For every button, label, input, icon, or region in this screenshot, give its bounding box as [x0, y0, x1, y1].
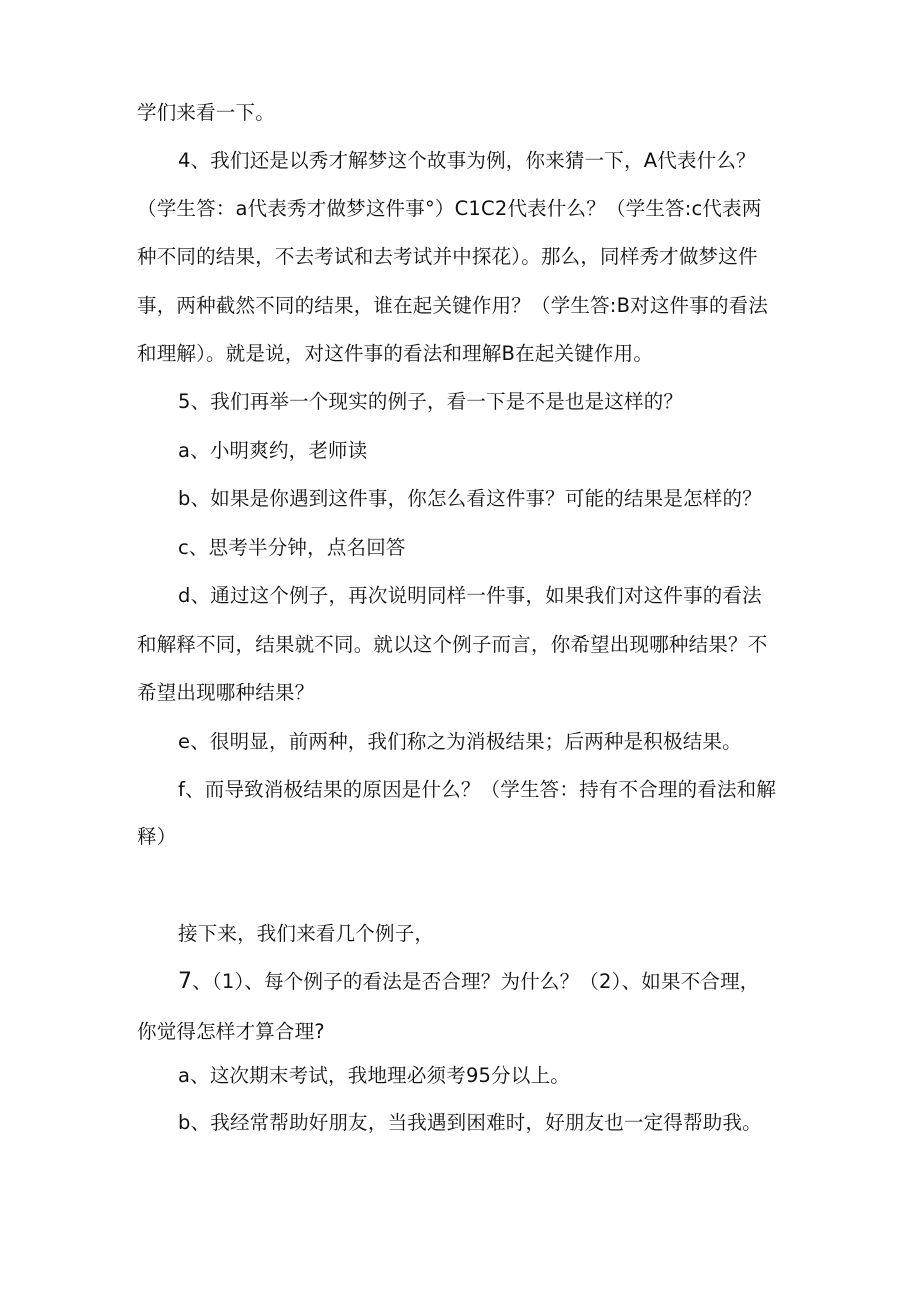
text-line: 释）	[137, 825, 177, 848]
text-line: d、通过这个例子，再次说明同样一件事，如果我们对这件事的看法	[178, 584, 762, 607]
text-line: 和解释不同，结果就不同。就以这个例子而言，你希望出现哪种结果？不	[137, 633, 768, 656]
text-line: 5、我们再举一个现实的例子，看一下是不是也是这样的？	[178, 390, 684, 413]
text-line: e、很明显，前两种，我们称之为消极结果；后两种是积极结果。	[178, 730, 742, 753]
text-line: 和理解）。就是说，对这件事的看法和理解B在起关键作用。	[137, 342, 654, 365]
text-line: 种不同的结果，不去考试和去考试并中探花）。那么，同样秀才做梦这件	[137, 245, 758, 268]
text-line-item-7	[178, 970, 788, 994]
text-line: c、思考半分钟，点名回答	[178, 536, 406, 559]
text-line: 、（1）、每个例子的看法是否合理？为什么？（2）、如果不合理，	[192, 970, 760, 993]
text-line: 接下来，我们来看几个例子，	[178, 922, 435, 945]
text-line: 事，两种截然不同的结果，谁在起关键作用？（学生答:B对这件事的看法	[137, 294, 769, 317]
text-line: b、如果是你遇到这件事，你怎么看这件事？可能的结果是怎样的？	[178, 487, 762, 510]
text-line: 希望出现哪种结果？	[137, 681, 315, 704]
text-line: 你觉得怎样才算合理?	[137, 1020, 325, 1043]
text-line: （学生答：a代表秀才做梦这件事°）C1C2代表什么？（学生答:c代表两	[137, 197, 762, 220]
text-line: 学们来看一下。	[137, 101, 275, 124]
text-line: a、小明爽约，老师读	[178, 439, 368, 462]
text-line: 4、我们还是以秀才解梦这个故事为例，你来猜一下，A代表什么？	[178, 149, 756, 172]
text-line: a、这次期末考试，我地理必须考95分以上。	[178, 1064, 570, 1087]
text-line: f、而导致消极结果的原因是什么？（学生答：持有不合理的看法和解	[178, 778, 777, 801]
text-line: b、我经常帮助好朋友，当我遇到困难时，好朋友也一定得帮助我。	[178, 1111, 762, 1134]
item-number: 7	[178, 969, 193, 994]
